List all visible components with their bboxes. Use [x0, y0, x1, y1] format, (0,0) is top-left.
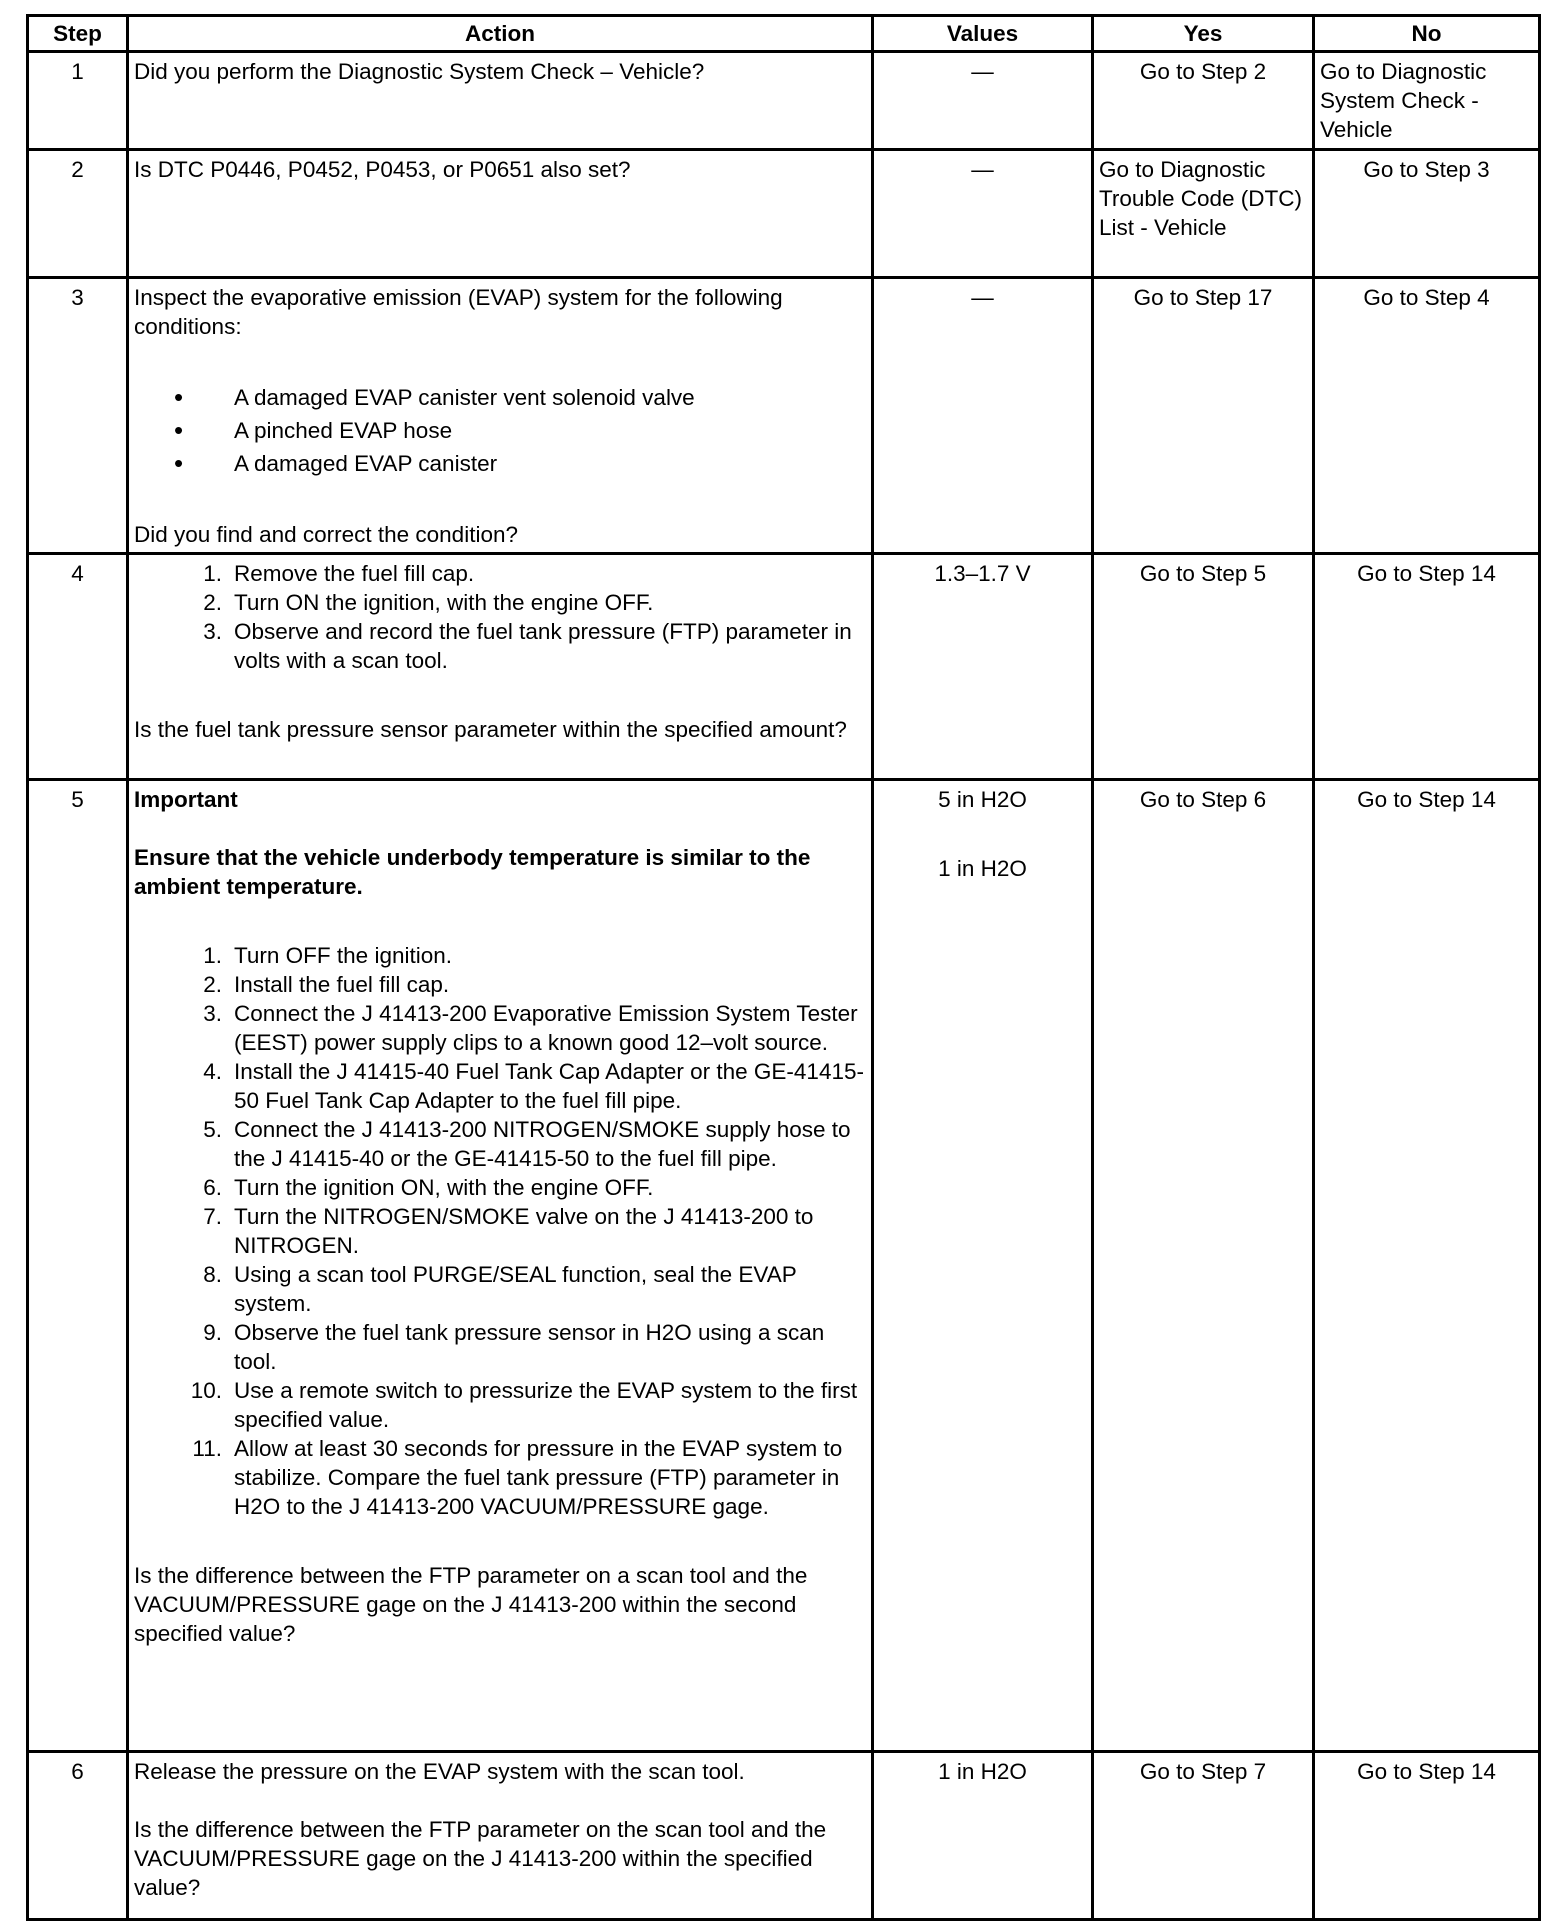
- important-label: Important: [134, 787, 238, 812]
- step-number: 4: [28, 554, 128, 780]
- values-cell: 1.3–1.7 V: [873, 554, 1093, 780]
- item-number: 4.: [203, 1059, 222, 1084]
- action-cell: [128, 780, 873, 1752]
- yes-cell: Go to Step 6: [1093, 780, 1314, 1752]
- item-text: Observe the fuel tank pressure sensor in H2O using a scan tool.: [234, 1320, 825, 1374]
- action-cell: [128, 52, 873, 150]
- step-number: 1: [28, 52, 128, 150]
- item-number: 5.: [203, 1117, 222, 1142]
- action-question: Is DTC P0446, P0452, P0453, or P0651 also set?: [134, 157, 631, 182]
- yes-cell: Go to Diagnostic Trouble Code (DTC) List - Vehicle: [1093, 150, 1314, 278]
- item-number: 9.: [203, 1320, 222, 1345]
- step-number: 6: [28, 1752, 128, 1920]
- table-row: [28, 278, 1540, 554]
- yes-cell: Go to Step 5: [1093, 554, 1314, 780]
- list-item: [134, 1260, 866, 1318]
- item-text: Remove the fuel fill cap.: [234, 561, 475, 586]
- item-text: Install the J 41415-40 Fuel Tank Cap Adapter or the GE-41415-50 Fuel Tank Cap Adapter to the fuel fill pipe.: [234, 1059, 864, 1113]
- list-item: [134, 1434, 866, 1521]
- table-row: [28, 780, 1540, 1752]
- action-question: Is the fuel tank pressure sensor parameter within the specified amount?: [134, 717, 847, 742]
- yes-cell: Go to Step 2: [1093, 52, 1314, 150]
- first-value: 5 in H2O: [938, 787, 1027, 812]
- list-item: [134, 1318, 866, 1376]
- list-item: [134, 999, 866, 1057]
- values-cell: 1 in H2O: [873, 1752, 1093, 1920]
- diagnostic-table: [26, 14, 1541, 1921]
- no-cell: Go to Diagnostic System Check - Vehicle: [1314, 52, 1540, 150]
- list-item: [134, 1115, 866, 1173]
- action-question: Did you find and correct the condition?: [134, 522, 518, 547]
- action-intro: Release the pressure on the EVAP system with the scan tool.: [134, 1759, 745, 1784]
- list-item: • A pinched EVAP hose: [174, 414, 866, 447]
- procedure-list: [134, 559, 866, 675]
- important-text: Ensure that the vehicle underbody temperature is similar to the ambient temperature.: [134, 845, 811, 899]
- header-step: Step: [28, 16, 128, 52]
- item-text: Connect the J 41413-200 Evaporative Emission System Tester (EEST) power supply clips to a known good 12–volt source.: [234, 1001, 858, 1055]
- action-cell: [128, 278, 873, 554]
- list-item: [134, 1173, 866, 1202]
- list-item: [134, 1376, 866, 1434]
- list-item: [134, 941, 866, 970]
- no-cell: Go to Step 14: [1314, 780, 1540, 1752]
- item-text: Observe and record the fuel tank pressure (FTP) parameter in volts with a scan tool.: [234, 619, 852, 673]
- item-number: 3.: [203, 1001, 222, 1026]
- item-number: 11.: [192, 1436, 222, 1461]
- item-number: 7.: [203, 1204, 222, 1229]
- no-cell: Go to Step 4: [1314, 278, 1540, 554]
- item-text: Turn OFF the ignition.: [234, 943, 453, 968]
- list-item: [134, 970, 866, 999]
- list-item: [134, 588, 866, 617]
- header-no: No: [1314, 16, 1540, 52]
- header-yes: Yes: [1093, 16, 1314, 52]
- yes-cell: Go to Step 7: [1093, 1752, 1314, 1920]
- list-item: [134, 1057, 866, 1115]
- action-cell: [128, 554, 873, 780]
- item-text: Turn the NITROGEN/SMOKE valve on the J 41413-200 to NITROGEN.: [234, 1204, 814, 1258]
- step-number: 3: [28, 278, 128, 554]
- item-text: Allow at least 30 seconds for pressure in the EVAP system to stabilize. Compare the fuel tank pressure (FTP) parameter in H2O to the J 41413-200 VACUUM/PRESSURE gage.: [234, 1436, 843, 1519]
- yes-cell: Go to Step 17: [1093, 278, 1314, 554]
- second-value: 1 in H2O: [938, 856, 1027, 881]
- item-text: Connect the J 41413-200 NITROGEN/SMOKE supply hose to the J 41415-40 or the GE-41415-50 to the fuel fill pipe.: [234, 1117, 851, 1171]
- action-intro: Inspect the evaporative emission (EVAP) system for the following conditions:: [134, 285, 783, 339]
- item-text: Turn the ignition ON, with the engine OFF.: [234, 1175, 654, 1200]
- item-number: 1.: [203, 561, 222, 586]
- item-text: Install the fuel fill cap.: [234, 972, 450, 997]
- no-cell: Go to Step 14: [1314, 1752, 1540, 1920]
- values-cell: —: [873, 52, 1093, 150]
- table-row: [28, 52, 1540, 150]
- list-item: [134, 1202, 866, 1260]
- action-question: Is the difference between the FTP parameter on the scan tool and the VACUUM/PRESSURE gage on the J 41413-200 within the specified value?: [134, 1817, 827, 1900]
- item-text: Using a scan tool PURGE/SEAL function, seal the EVAP system.: [234, 1262, 797, 1316]
- list-item: [134, 559, 866, 588]
- table-row: [28, 554, 1540, 780]
- item-number: 3.: [203, 619, 222, 644]
- no-cell: Go to Step 3: [1314, 150, 1540, 278]
- conditions-list: [134, 381, 866, 480]
- step-number: 5: [28, 780, 128, 1752]
- step-number: 2: [28, 150, 128, 278]
- values-cell: —: [873, 150, 1093, 278]
- action-question: Is the difference between the FTP parameter on a scan tool and the VACUUM/PRESSURE gage on the J 41413-200 within the second specified value?: [134, 1563, 808, 1646]
- list-item: [134, 617, 866, 675]
- action-question: Did you perform the Diagnostic System Check – Vehicle?: [134, 59, 705, 84]
- list-item: • A damaged EVAP canister: [174, 447, 866, 480]
- action-cell: [128, 150, 873, 278]
- header-row: [28, 16, 1540, 52]
- item-number: 2.: [203, 590, 222, 615]
- values-cell: —: [873, 278, 1093, 554]
- item-number: 6.: [203, 1175, 222, 1200]
- header-action: Action: [128, 16, 873, 52]
- values-cell: [873, 780, 1093, 1752]
- item-number: 2.: [203, 972, 222, 997]
- item-number: 1.: [203, 943, 222, 968]
- procedure-list: [134, 941, 866, 1521]
- list-item: • A damaged EVAP canister vent solenoid valve: [174, 381, 866, 414]
- item-text: Turn ON the ignition, with the engine OFF.: [234, 590, 654, 615]
- item-text: Use a remote switch to pressurize the EVAP system to the first specified value.: [234, 1378, 858, 1432]
- table-row: [28, 1752, 1540, 1920]
- header-values: Values: [873, 16, 1093, 52]
- item-number: 10.: [190, 1378, 222, 1403]
- item-number: 8.: [203, 1262, 222, 1287]
- table-row: [28, 150, 1540, 278]
- action-cell: [128, 1752, 873, 1920]
- no-cell: Go to Step 14: [1314, 554, 1540, 780]
